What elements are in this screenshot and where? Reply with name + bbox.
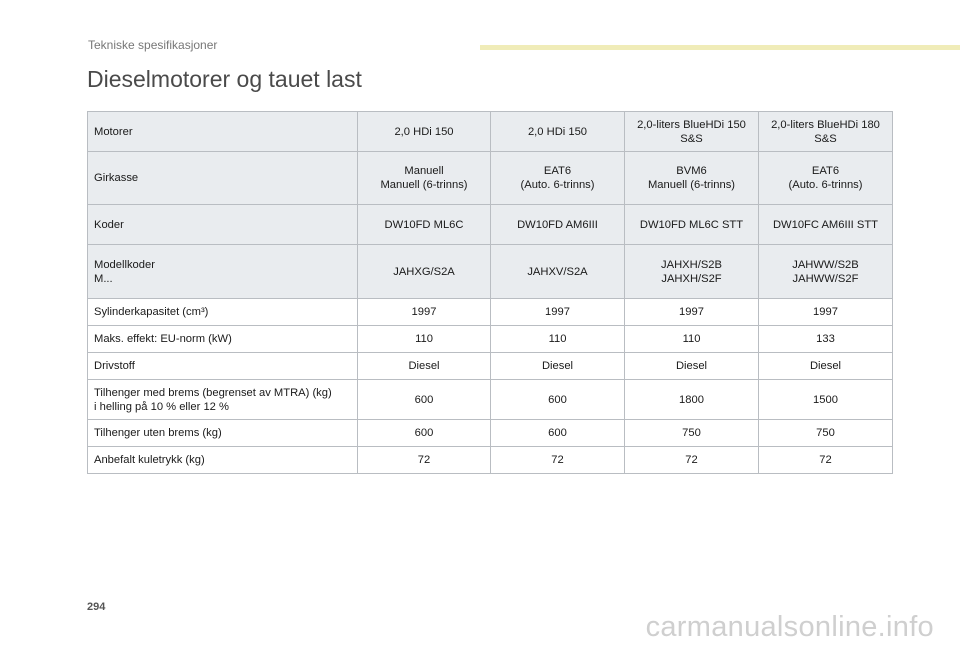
row-label: Drivstoff (88, 353, 358, 380)
table-cell: 110 (625, 326, 759, 353)
table-cell: JAHXV/S2A (491, 245, 625, 299)
table-cell: EAT6 (Auto. 6-trinns) (491, 152, 625, 205)
table-row-girkasse (88, 152, 893, 205)
table-cell: 2,0 HDi 150 (358, 112, 491, 152)
table-cell: DW10FD ML6C STT (625, 205, 759, 245)
table-cell: 72 (759, 447, 893, 474)
table-cell: 2,0-liters BlueHDi 150 S&S (625, 112, 759, 152)
table-cell: 600 (491, 380, 625, 420)
row-label: Tilhenger uten brems (kg) (88, 420, 358, 447)
page-number: 294 (87, 601, 106, 613)
row-label: Tilhenger med brems (begrenset av MTRA) (kg) i helling på 10 % eller 12 % (88, 380, 358, 420)
table-cell: 1997 (759, 299, 893, 326)
table-row-drivstoff (88, 353, 893, 380)
row-label: Modellkoder M... (88, 245, 358, 299)
table-row-sylinderkapasitet (88, 299, 893, 326)
table-cell: 110 (358, 326, 491, 353)
table-cell: JAHXG/S2A (358, 245, 491, 299)
table-cell: 1500 (759, 380, 893, 420)
section-label: Tekniske spesifikasjoner (88, 38, 218, 52)
table-cell: Diesel (625, 353, 759, 380)
table-cell: Diesel (491, 353, 625, 380)
table-cell: 600 (358, 420, 491, 447)
row-label: Girkasse (88, 152, 358, 205)
row-label: Anbefalt kuletrykk (kg) (88, 447, 358, 474)
table-row-modellkoder (88, 245, 893, 299)
table-cell: 2,0-liters BlueHDi 180 S&S (759, 112, 893, 152)
table-cell: 133 (759, 326, 893, 353)
table-cell: DW10FD ML6C (358, 205, 491, 245)
table-cell: 1997 (358, 299, 491, 326)
table-cell: Manuell Manuell (6-trinns) (358, 152, 491, 205)
table-cell: 72 (625, 447, 759, 474)
row-label: Motorer (88, 112, 358, 152)
row-label: Koder (88, 205, 358, 245)
table-cell: 72 (358, 447, 491, 474)
table-cell: 750 (759, 420, 893, 447)
table-cell: 2,0 HDi 150 (491, 112, 625, 152)
table-cell: 600 (491, 420, 625, 447)
table-row-tilhenger-uten-brems (88, 420, 893, 447)
table-cell: JAHWW/S2B JAHWW/S2F (759, 245, 893, 299)
table-cell: 1997 (491, 299, 625, 326)
header-accent-bar (480, 45, 960, 50)
table-cell: 1800 (625, 380, 759, 420)
spec-table (87, 111, 893, 474)
table-cell: 110 (491, 326, 625, 353)
table-cell: 750 (625, 420, 759, 447)
table-cell: Diesel (759, 353, 893, 380)
table-row-maks-effekt (88, 326, 893, 353)
table-cell: 600 (358, 380, 491, 420)
table-cell: 72 (491, 447, 625, 474)
table-row-motorer (88, 112, 893, 152)
table-row-koder (88, 205, 893, 245)
table-cell: JAHXH/S2B JAHXH/S2F (625, 245, 759, 299)
table-cell: BVM6 Manuell (6-trinns) (625, 152, 759, 205)
table-cell: Diesel (358, 353, 491, 380)
table-cell: EAT6 (Auto. 6-trinns) (759, 152, 893, 205)
table-row-tilhenger-med-brems (88, 380, 893, 420)
table-cell: 1997 (625, 299, 759, 326)
table-cell: DW10FC AM6III STT (759, 205, 893, 245)
row-label: Sylinderkapasitet (cm³) (88, 299, 358, 326)
row-label: Maks. effekt: EU-norm (kW) (88, 326, 358, 353)
page-title: Dieselmotorer og tauet last (87, 66, 362, 92)
table-cell: DW10FD AM6III (491, 205, 625, 245)
table-row-anbefalt-kuletrykk (88, 447, 893, 474)
watermark-text: carmanualsonline.info (645, 611, 934, 643)
